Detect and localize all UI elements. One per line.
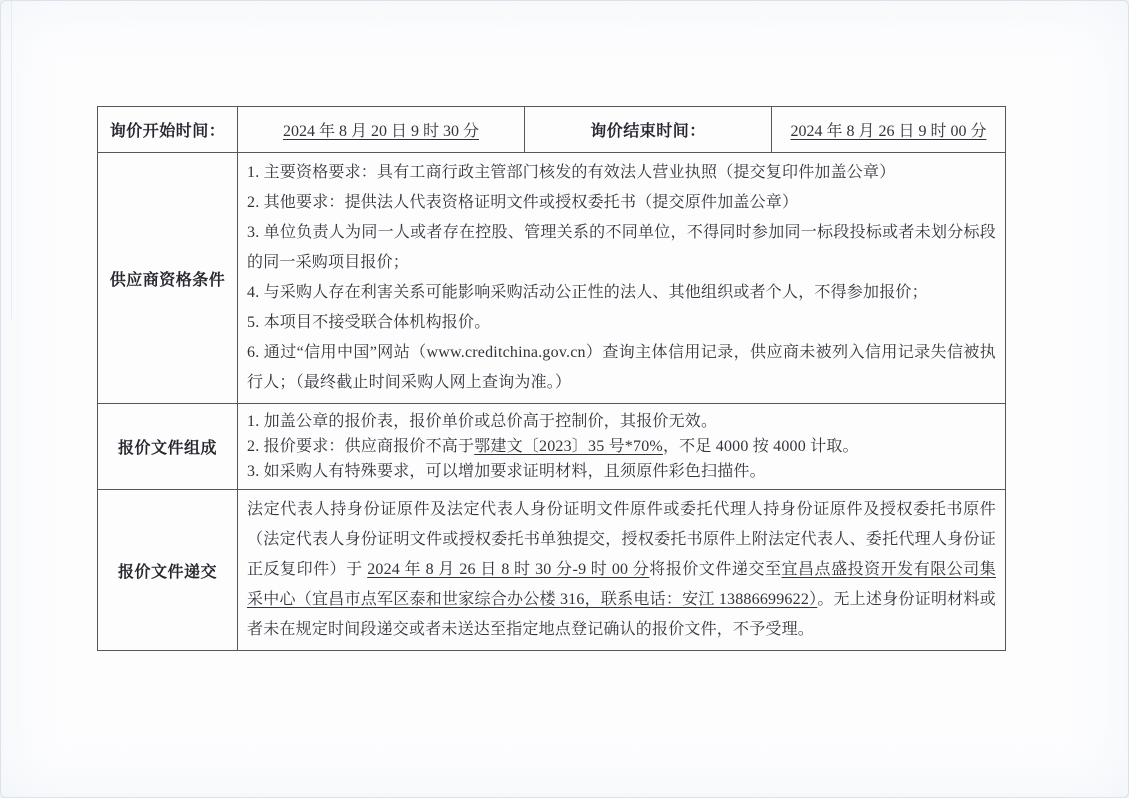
text-segment: 6. 通过“信用中国”网站（www.creditchina.gov.cn）查询主体信用记录，供应商未被列入信用记录失信被执行人；（最终截止时间采购人网上查询为准。） xyxy=(247,344,996,391)
quotation-submission-label: 报价文件递交 xyxy=(98,490,238,651)
text-segment: 法定代表人持身份证原件及法定代表人身份证明文件原件或委托代理人持身份证原件及授权委托书原件（法定代表人身份证明文件或授权委托书单独提交，授权委托书原件上附法定代表人、委托代理人身份证正反复印件）于 xyxy=(247,501,996,578)
table-row-quotation-submission xyxy=(98,490,1006,651)
quotation-composition-label: 报价文件组成 xyxy=(98,404,238,490)
paragraph xyxy=(247,158,996,188)
paragraph xyxy=(247,218,996,278)
paragraph xyxy=(247,409,996,434)
table-row-supplier-qualifications xyxy=(98,153,1006,404)
text-segment: 。无上述身份证明材料或者未在规定时间段递交或者未送达至指定地点登记确认的报价文件，不予受理。 xyxy=(247,591,996,638)
inquiry-end-time-value: 2024 年 8 月 26 日 9 时 00 分 xyxy=(790,123,987,140)
text-segment: 1. 加盖公章的报价表，报价单价或总价高于控制价，其报价无效。 xyxy=(247,413,718,430)
paragraph xyxy=(247,188,996,218)
text-segment: 4. 与采购人存在利害关系可能影响采购活动公正性的法人、其他组织或者个人，不得参加报价； xyxy=(247,284,928,301)
quotation-submission-content xyxy=(238,490,1006,651)
supplier-qualifications-label: 供应商资格条件 xyxy=(98,153,238,404)
supplier-qualifications-content xyxy=(238,153,1006,404)
table-row-times xyxy=(98,107,1006,153)
underlined-text: 宜昌点盛投资开发有限公司集采中心（宜昌市点军区泰和世家综合办公楼 316，联系电话：安江 13886699622） xyxy=(247,561,996,608)
underlined-text: 鄂建文〔2023〕35 号*70% xyxy=(474,438,663,455)
text-segment: 3. 单位负责人为同一人或者存在控股、管理关系的不同单位，不得同时参加同一标段投标或者未划分标段的同一采购项目报价； xyxy=(247,224,996,271)
underlined-text: 2024 年 8 月 26 日 8 时 30 分-9 时 00 分 xyxy=(367,561,650,578)
inquiry-start-time-value: 2024 年 8 月 20 日 9 时 30 分 xyxy=(282,123,479,140)
paragraph xyxy=(247,278,996,308)
inquiry-start-time-label: 询价开始时间： xyxy=(98,107,238,153)
paragraph xyxy=(247,495,996,645)
text-segment: 将报价文件递交至 xyxy=(649,561,782,578)
quotation-composition-content xyxy=(238,404,1006,490)
paragraph xyxy=(247,459,996,484)
text-segment: 2. 报价要求：供应商报价不高于 xyxy=(247,438,475,455)
text-segment: 1. 主要资格要求：具有工商行政主管部门核发的有效法人营业执照（提交复印件加盖公章） xyxy=(247,164,896,181)
paragraph xyxy=(247,308,996,338)
paragraph xyxy=(247,338,996,398)
text-segment: ，不足 4000 按 4000 计取。 xyxy=(662,438,859,455)
table-row-quotation-composition xyxy=(98,404,1006,490)
text-segment: 3. 如采购人有特殊要求，可以增加要求证明材料，且须原件彩色扫描件。 xyxy=(247,463,766,480)
text-segment: 5. 本项目不接受联合体机构报价。 xyxy=(247,314,491,331)
inquiry-end-time-cell xyxy=(772,107,1006,153)
inquiry-table xyxy=(97,106,1006,651)
paragraph xyxy=(247,434,996,459)
inquiry-end-time-label: 询价结束时间： xyxy=(525,107,772,153)
inquiry-start-time-cell xyxy=(238,107,525,153)
text-segment: 2. 其他要求：提供法人代表资格证明文件或授权委托书（提交原件加盖公章） xyxy=(247,194,799,211)
